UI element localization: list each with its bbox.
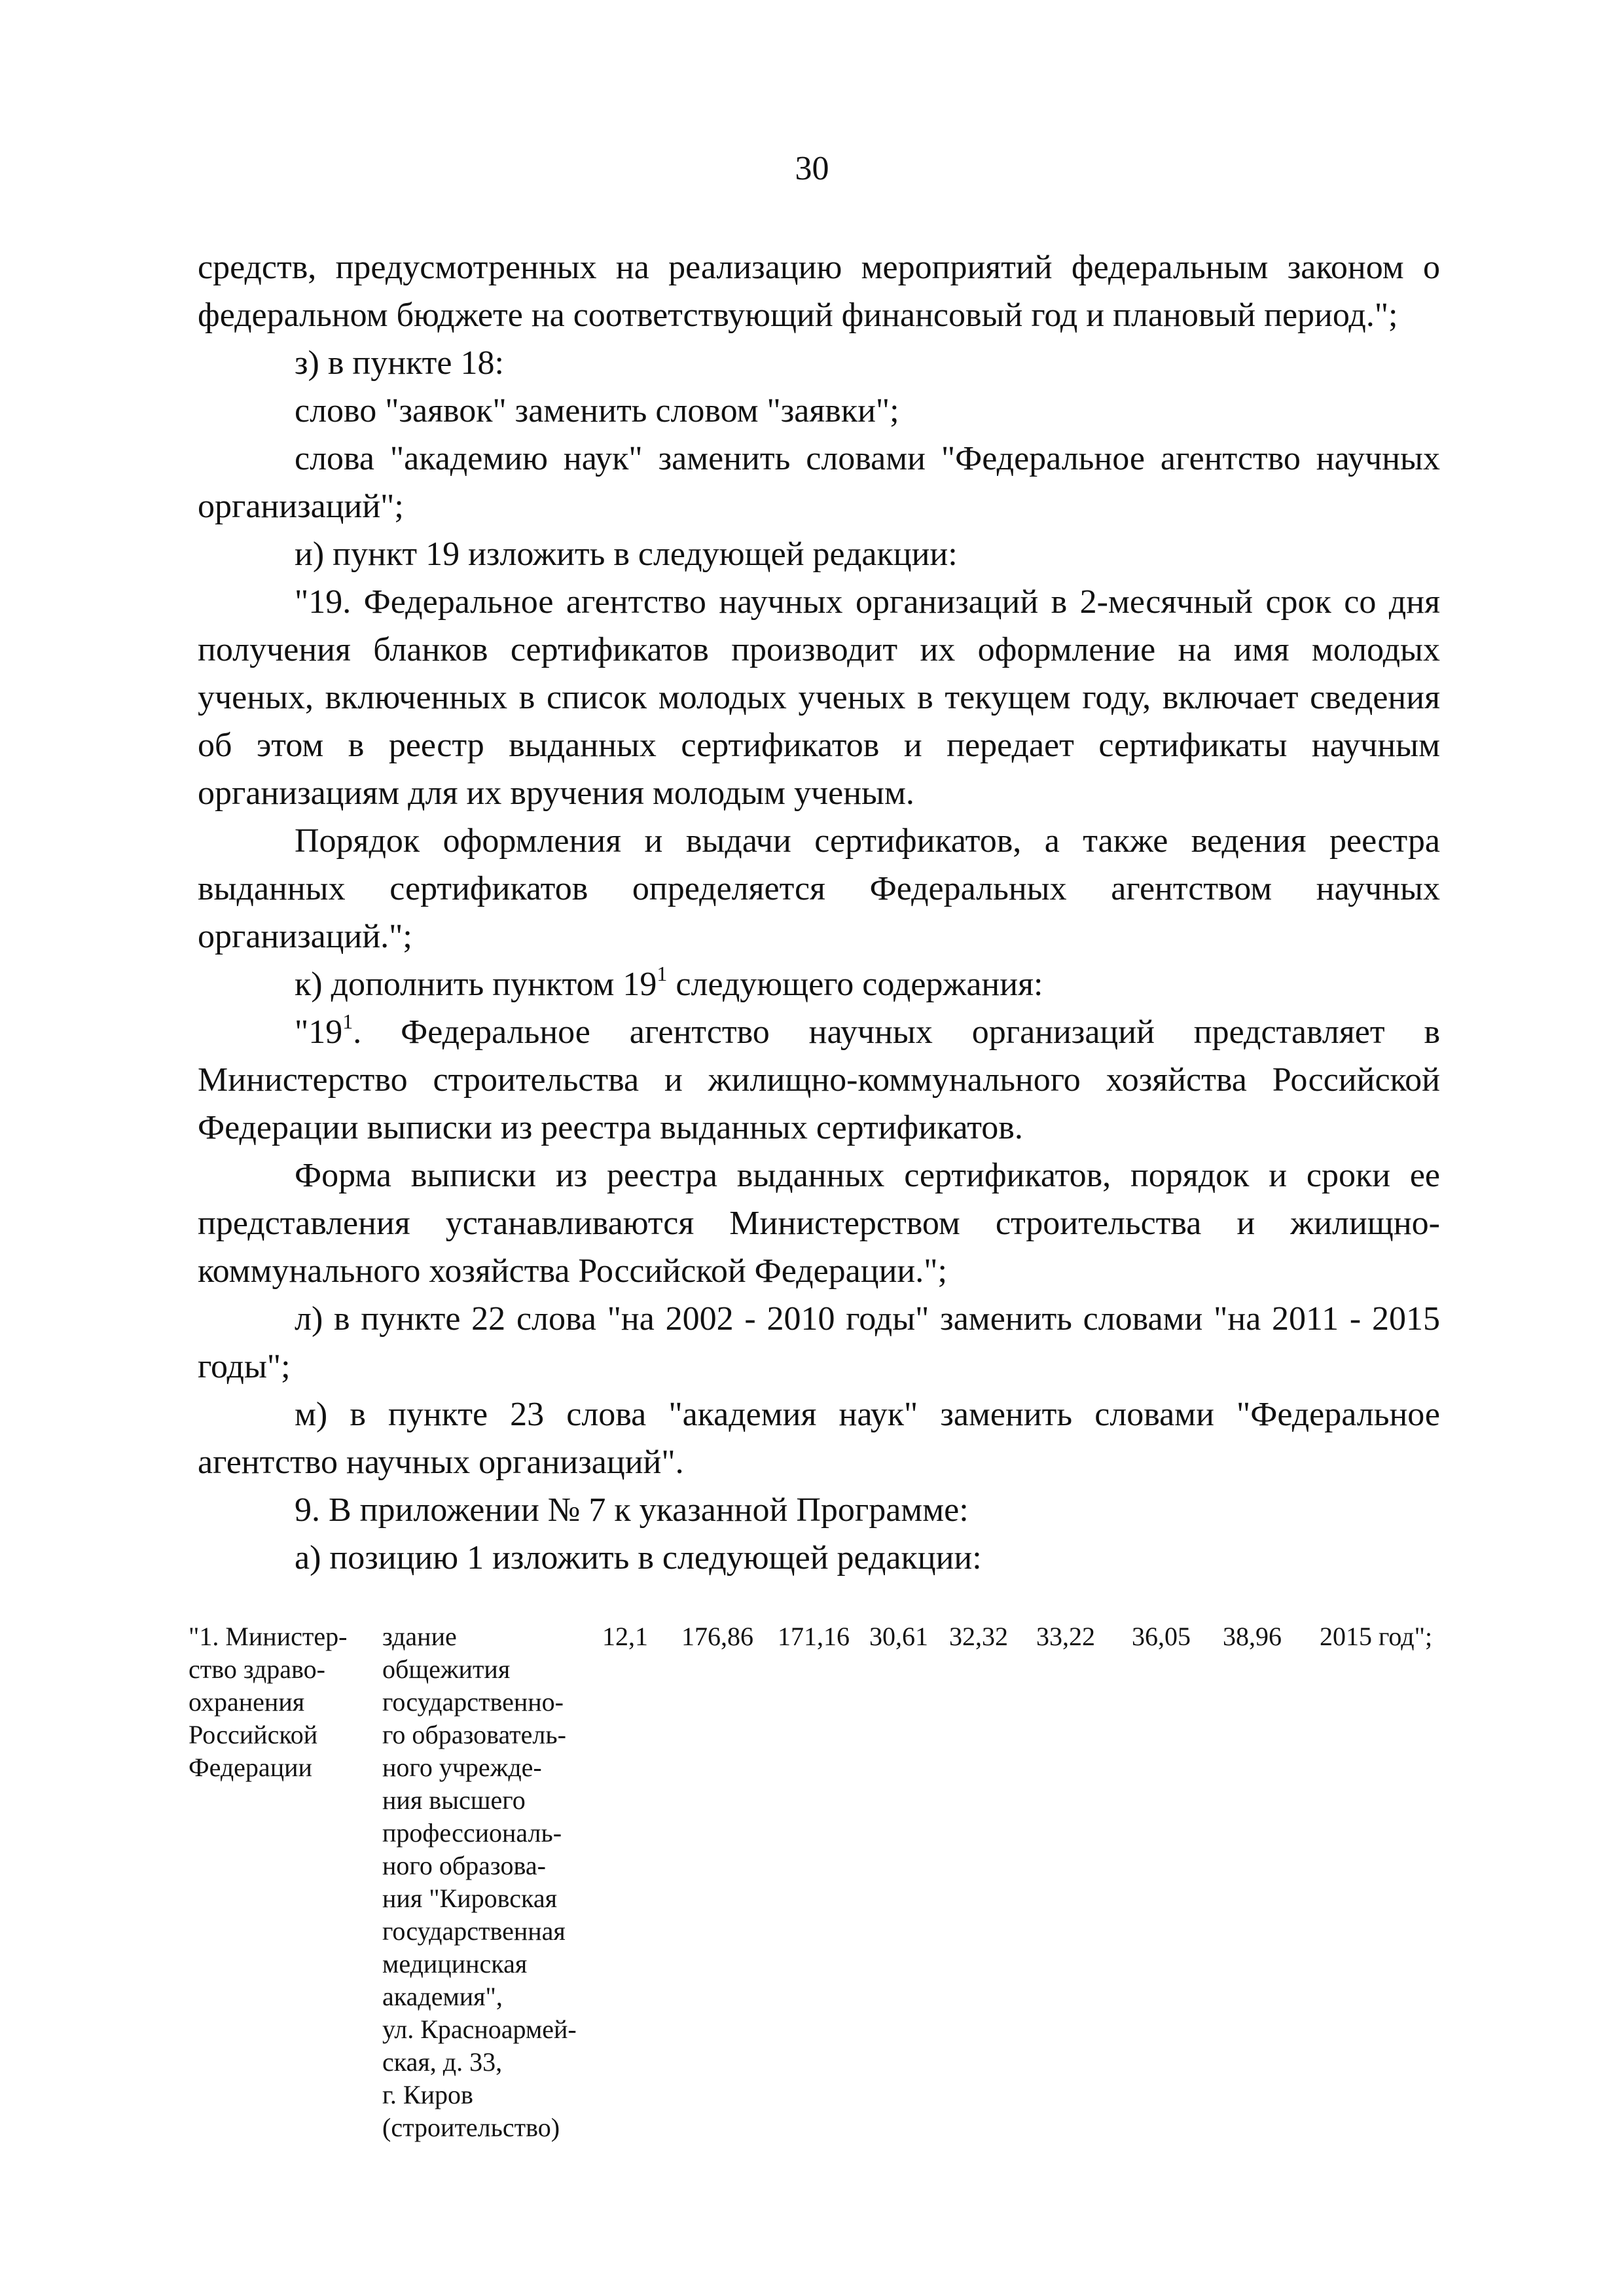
object-line: ного учрежде- — [382, 1753, 542, 1782]
object-line: г. Киров — [382, 2080, 473, 2109]
completion-year: 2015 год"; — [1320, 1622, 1433, 1651]
page-number: 30 — [795, 150, 829, 187]
paragraph-m: м) в пункте 23 слова "академия наук" заменить словами "Федеральное агентство научных организаций". — [198, 1396, 1440, 1481]
customer-line: Российской — [189, 1720, 318, 1749]
paragraph-9: 9. В приложении № 7 к указанной Программе: — [295, 1491, 969, 1529]
customer-line: охранения — [189, 1687, 305, 1717]
paragraph-k-text: к) дополнить пунктом 19 — [295, 966, 657, 1003]
object-line: академия", — [382, 1982, 503, 2011]
paragraph-form: Форма выписки из реестра выданных сертификатов, порядок и сроки ее представления устанавливаются Министерством строительства и жилищно-коммунального хозяйства Российской Федерации."; — [198, 1157, 1440, 1290]
paragraph-item-19-1 — [198, 1008, 1440, 1152]
total-value: 176,86 — [681, 1622, 753, 1651]
paragraph-k — [198, 960, 1440, 1008]
paragraph-l: л) в пункте 22 слова "на 2002 - 2010 годы" заменить словами "на 2011 - 2015 годы"; — [198, 1300, 1440, 1385]
object-line: ская, д. 33, — [382, 2047, 503, 2077]
year-2011-value: 30,61 — [869, 1622, 928, 1651]
object-line: государственная — [382, 1916, 566, 1946]
paragraph-procedure: Порядок оформления и выдачи сертификатов, а также ведения реестра выданных сертификатов определяется Федеральных агентством научных организаций."; — [198, 822, 1440, 955]
object-line: ния "Кировская — [382, 1884, 558, 1913]
object-cell — [382, 1620, 631, 2144]
paragraph-continuation: средств, предусмотренных на реализацию мероприятий федеральным законом о федеральном бюджете на соответствующий финансовый год и плановый период."; — [198, 249, 1440, 334]
document-body — [198, 244, 1440, 1582]
customer-line: "1. Министер- — [189, 1622, 348, 1651]
paragraph-k-superscript: 1 — [657, 962, 668, 985]
customer-line: Федерации — [189, 1753, 312, 1782]
paragraph-item-19-1-text: . Федеральное агентство научных организаций представляет в Министерство строительства и жилищно-коммунального хозяйства Российской Федерации выписки из реестра выданных сертификатов. — [198, 1013, 1440, 1146]
object-line: (строительство) — [382, 2113, 560, 2142]
year-2015-value: 38,96 — [1223, 1622, 1282, 1651]
year-2012-value: 32,32 — [949, 1622, 1008, 1651]
object-line: го образователь- — [382, 1720, 566, 1749]
capacity-value: 12,1 — [602, 1622, 648, 1651]
object-line: медицинская — [382, 1949, 528, 1978]
federal-total-value: 171,16 — [778, 1622, 850, 1651]
paragraph-z: з) в пункте 18: — [295, 344, 504, 382]
object-line: профессиональ- — [382, 1818, 562, 1848]
paragraph-words-replace: слова "академию наук" заменить словами "Федеральное агентство научных организаций"; — [198, 440, 1440, 525]
paragraph-i: и) пункт 19 изложить в следующей редакции: — [295, 536, 958, 573]
paragraph-item-19-1-number: "19 — [295, 1013, 343, 1051]
object-line: здание — [382, 1622, 457, 1651]
object-line: общежития — [382, 1654, 511, 1684]
year-2013-value: 33,22 — [1036, 1622, 1095, 1651]
object-line: ул. Красноармей- — [382, 2014, 577, 2044]
customer-cell — [189, 1620, 375, 1784]
object-line: ния высшего — [382, 1785, 526, 1815]
object-line: ного образова- — [382, 1851, 546, 1880]
paragraph-a: а) позицию 1 изложить в следующей редакции: — [295, 1539, 982, 1576]
paragraph-item-19-1-superscript: 1 — [342, 1010, 353, 1033]
customer-line: ство здраво- — [189, 1654, 325, 1684]
paragraph-k-text-end: следующего содержания: — [667, 966, 1043, 1003]
object-line: государственно- — [382, 1687, 564, 1717]
year-2014-value: 36,05 — [1132, 1622, 1191, 1651]
paragraph-item-19: "19. Федеральное агентство научных организаций в 2-месячный срок со дня получения бланков сертификатов производит их оформление на имя молодых ученых, включенных в список молодых ученых в текущем году, включает сведения об этом в реестр выданных сертификатов и передает сертификаты научным организациям для их вручения молодым ученым. — [198, 583, 1440, 812]
paragraph-word-replace: слово "заявок" заменить словом "заявки"; — [295, 392, 899, 429]
